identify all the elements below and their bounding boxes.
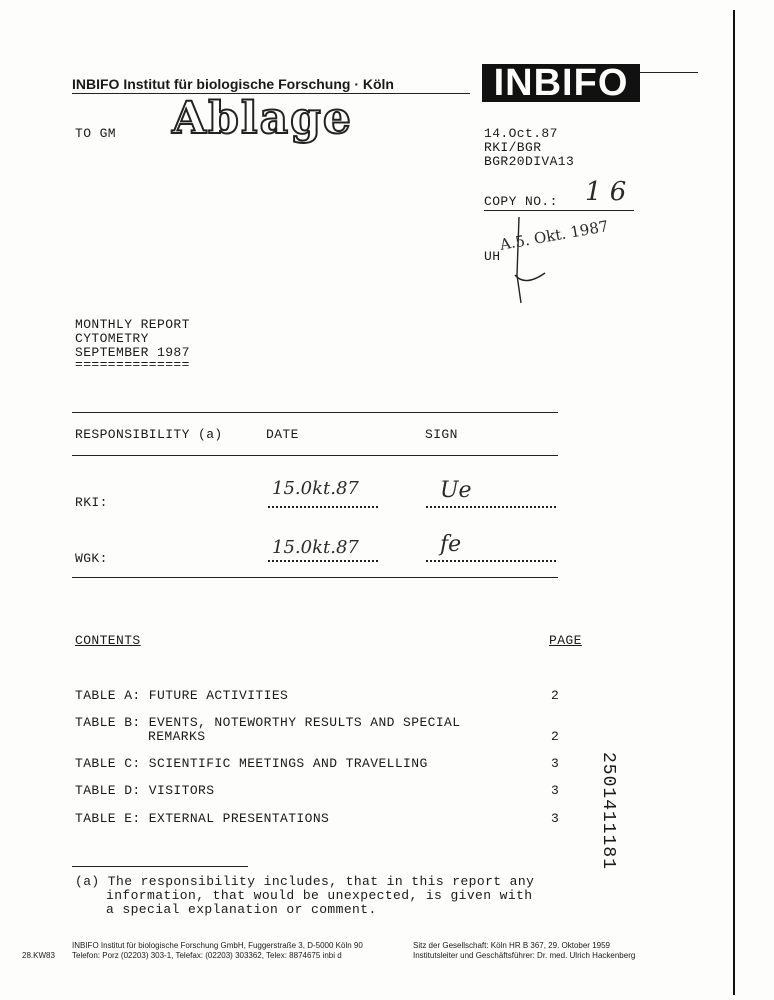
contents-item: TABLE C: SCIENTIFIC MEETINGS AND TRAVELLING	[75, 756, 428, 771]
uh-label: UH	[484, 249, 501, 264]
copy-number-handwritten: 1 6	[585, 177, 627, 207]
responsibility-mid-rule	[72, 455, 558, 456]
wgk-date-handwritten: 15.0kt.87	[272, 537, 359, 558]
footnote-rule	[72, 866, 248, 867]
contents-item: TABLE E: EXTERNAL PRESENTATIONS	[75, 811, 330, 826]
page-heading: PAGE	[549, 633, 582, 648]
contents-item-page: 3	[551, 811, 560, 826]
responsibility-bottom-rule	[72, 577, 558, 578]
rki-date-handwritten: 15.0kt.87	[272, 478, 359, 499]
contents-item: TABLE D: VISITORS	[75, 783, 215, 798]
contents-item-page: 3	[551, 783, 560, 798]
handwritten-check-mark	[505, 215, 555, 310]
report-title-line3: SEPTEMBER 1987	[75, 345, 190, 360]
logo-text: INBIFO	[493, 64, 629, 102]
ablage-stamp-text: Ablage	[172, 93, 353, 144]
institute-name: INBIFO Institut für biologische Forschung · Köln	[72, 76, 394, 92]
footnote-line3: a special explanation or comment.	[106, 902, 377, 917]
contents-heading: CONTENTS	[75, 633, 141, 648]
report-title-line2: CYTOMETRY	[75, 331, 149, 346]
form-code: 28.KW83	[22, 951, 55, 960]
reference-1: RKI/BGR	[484, 140, 542, 155]
reference-2: BGR20DIVA13	[484, 154, 575, 169]
rki-signature: Ue	[440, 478, 472, 503]
rki-date-line	[268, 506, 378, 510]
footer-contact: Telefon: Porz (02203) 303-1, Telefax: (02203) 303362, Telex: 8874675 inbi d	[72, 951, 342, 960]
ablage-stamp	[172, 93, 353, 144]
document-bates-number: 2501411181	[598, 752, 618, 871]
page-edge-line	[733, 10, 735, 995]
responsible-name-rki: RKI:	[75, 495, 108, 510]
received-date-stamp: A.5. Okt. 1987	[498, 217, 610, 254]
footnote-line2: information, that would be unexpected, is given with	[106, 888, 533, 903]
contents-item-page: 3	[551, 756, 560, 771]
contents-item: TABLE B: EVENTS, NOTEWORTHY RESULTS AND SPECIAL	[75, 715, 461, 730]
contents-item-continuation: REMARKS	[148, 729, 206, 744]
responsibility-top-rule	[72, 412, 558, 413]
footer-address: INBIFO Institut für biologische Forschung GmbH, Fuggerstraße 3, D-5000 Köln 90	[72, 941, 363, 950]
document-date: 14.Oct.87	[484, 126, 558, 141]
rki-sign-line	[426, 506, 556, 510]
inbifo-logo	[482, 64, 640, 102]
responsibility-heading: RESPONSIBILITY (a)	[75, 427, 223, 442]
responsible-name-wgk: WGK:	[75, 551, 108, 566]
date-heading: DATE	[266, 427, 299, 442]
wgk-sign-line	[426, 560, 556, 564]
wgk-date-line	[268, 560, 378, 564]
contents-item-page: 2	[551, 729, 560, 744]
copy-label: COPY NO.:	[484, 194, 558, 209]
to-field: TO GM	[75, 126, 117, 141]
wgk-signature: fe	[440, 532, 462, 557]
copy-underline	[484, 210, 634, 211]
footer-registration: Sitz der Gesellschaft: Köln HR B 367, 29. Oktober 1959	[413, 941, 610, 950]
contents-item-page: 2	[551, 688, 560, 703]
contents-item: TABLE A: FUTURE ACTIVITIES	[75, 688, 289, 703]
footer-director: Institutsleiter und Geschäftsführer: Dr. med. Ulrich Hackenberg	[413, 951, 636, 960]
sign-heading: SIGN	[425, 427, 458, 442]
footnote-line1: (a) The responsibility includes, that in this report any	[75, 874, 535, 889]
report-title-line1: MONTHLY REPORT	[75, 317, 190, 332]
report-title-underline: ==============	[75, 357, 190, 372]
